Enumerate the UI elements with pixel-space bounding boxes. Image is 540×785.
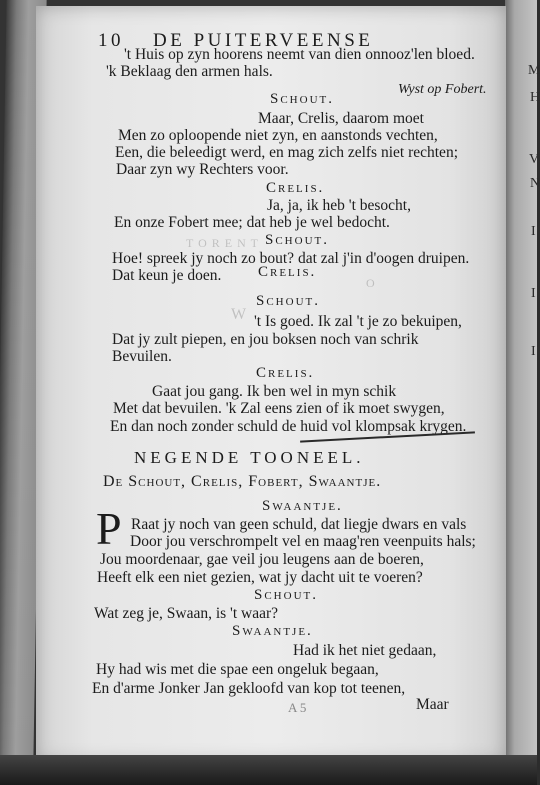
verse-line: Dat jy zult piepen, en jou boksen noch van schrik — [112, 331, 419, 348]
verse-line: Dat keun je doen. — [112, 267, 222, 284]
facing-page-edge — [505, 0, 540, 785]
stage-direction: Wyst op Fobert. — [398, 82, 487, 97]
verse-line: Hoe! spreek jy noch zo bout? dat zal j'in d'oogen druipen. — [112, 250, 470, 267]
verse-line: Bevuilen. — [112, 348, 172, 365]
verse-line: Heeft elk een niet gezien, wat jy dacht uit te voeren? — [97, 569, 423, 586]
verse-line: Maar, Crelis, daarom moet — [258, 110, 424, 127]
verse-line: Door jou verschrompelt vel en maag'ren veenpuits hals; — [130, 533, 476, 550]
verse-line: Wat zeg je, Swaan, is 't waar? — [94, 605, 279, 622]
verse-line: Een, die beleedigt werd, en mag zich zelfs niet rechten; — [115, 144, 458, 161]
speaker-schout: Schout. — [256, 293, 320, 309]
running-title: DE PUITERVEENSE — [153, 30, 374, 51]
verse-line: 't Is goed. Ik zal 't je zo bekuipen, — [254, 313, 462, 330]
verse-line: Men zo oploopende niet zyn, en aanstonds vechten, — [118, 127, 438, 144]
facing-letter: I — [531, 224, 536, 239]
book-page: T O R E N T W O — [36, 6, 506, 762]
verse-line: 't Huis op zyn hoorens neemt van dien onnooz'len bloed. — [124, 46, 475, 63]
signature-mark: A 5 — [288, 700, 307, 715]
facing-letter: N — [530, 176, 540, 191]
verse-line: Raat jy noch van geen schuld, dat liegje dwars en vals — [131, 516, 467, 533]
speaker-schout: Schout. — [254, 587, 318, 603]
speaker-schout: Schout. — [270, 91, 334, 107]
scene-cast: De Schout, Crelis, Fobert, Swaantje. — [103, 473, 382, 490]
verse-line: Hy had wis met die spae een ongeluk begaan, — [96, 661, 379, 678]
speaker-crelis: Crelis. — [258, 264, 317, 280]
speaker-crelis: Crelis. — [266, 180, 325, 196]
verse-line: En onze Fobert mee; dat heb je wel bedocht. — [114, 214, 390, 231]
verse-line: Daar zyn wy Rechters voor. — [116, 161, 289, 178]
speaker-swaantje: Swaantje. — [232, 623, 313, 639]
speaker-swaantje: Swaantje. — [262, 498, 343, 514]
verse-line: 'k Beklaag den armen hals. — [106, 63, 273, 80]
verse-line: Gaat jou gang. Ik ben wel in myn schik — [152, 383, 397, 400]
facing-letter: I — [531, 344, 536, 359]
verse-line: En d'arme Jonker Jan gekloofd van kop tot teenen, — [92, 680, 406, 697]
facing-letter: V — [529, 152, 540, 167]
verse-line: En dan noch zonder schuld de huid vol klompsak krygen. — [110, 418, 467, 435]
verse-line: Had ik het niet gedaan, — [293, 642, 437, 659]
verse-line: Jou moordenaar, gae veil jou leugens aan de boeren, — [100, 551, 424, 568]
speaker-schout: Schout. — [265, 232, 329, 248]
verse-line: Met dat bevuilen. 'k Zal eens zien of ik moet swygen, — [113, 400, 445, 417]
bottom-shadow — [0, 755, 537, 785]
catchword: Maar — [416, 696, 449, 713]
verse-line: Ja, ja, ik heb 't besocht, — [267, 197, 411, 214]
scene-title: NEGENDE TOONEEL. — [134, 448, 365, 467]
page-number: 10 — [98, 30, 124, 51]
facing-letter: H — [530, 90, 540, 105]
speaker-crelis: Crelis. — [256, 365, 315, 381]
drop-cap: P — [96, 503, 122, 554]
facing-letter: M — [528, 63, 540, 78]
facing-letter: I — [531, 286, 536, 301]
